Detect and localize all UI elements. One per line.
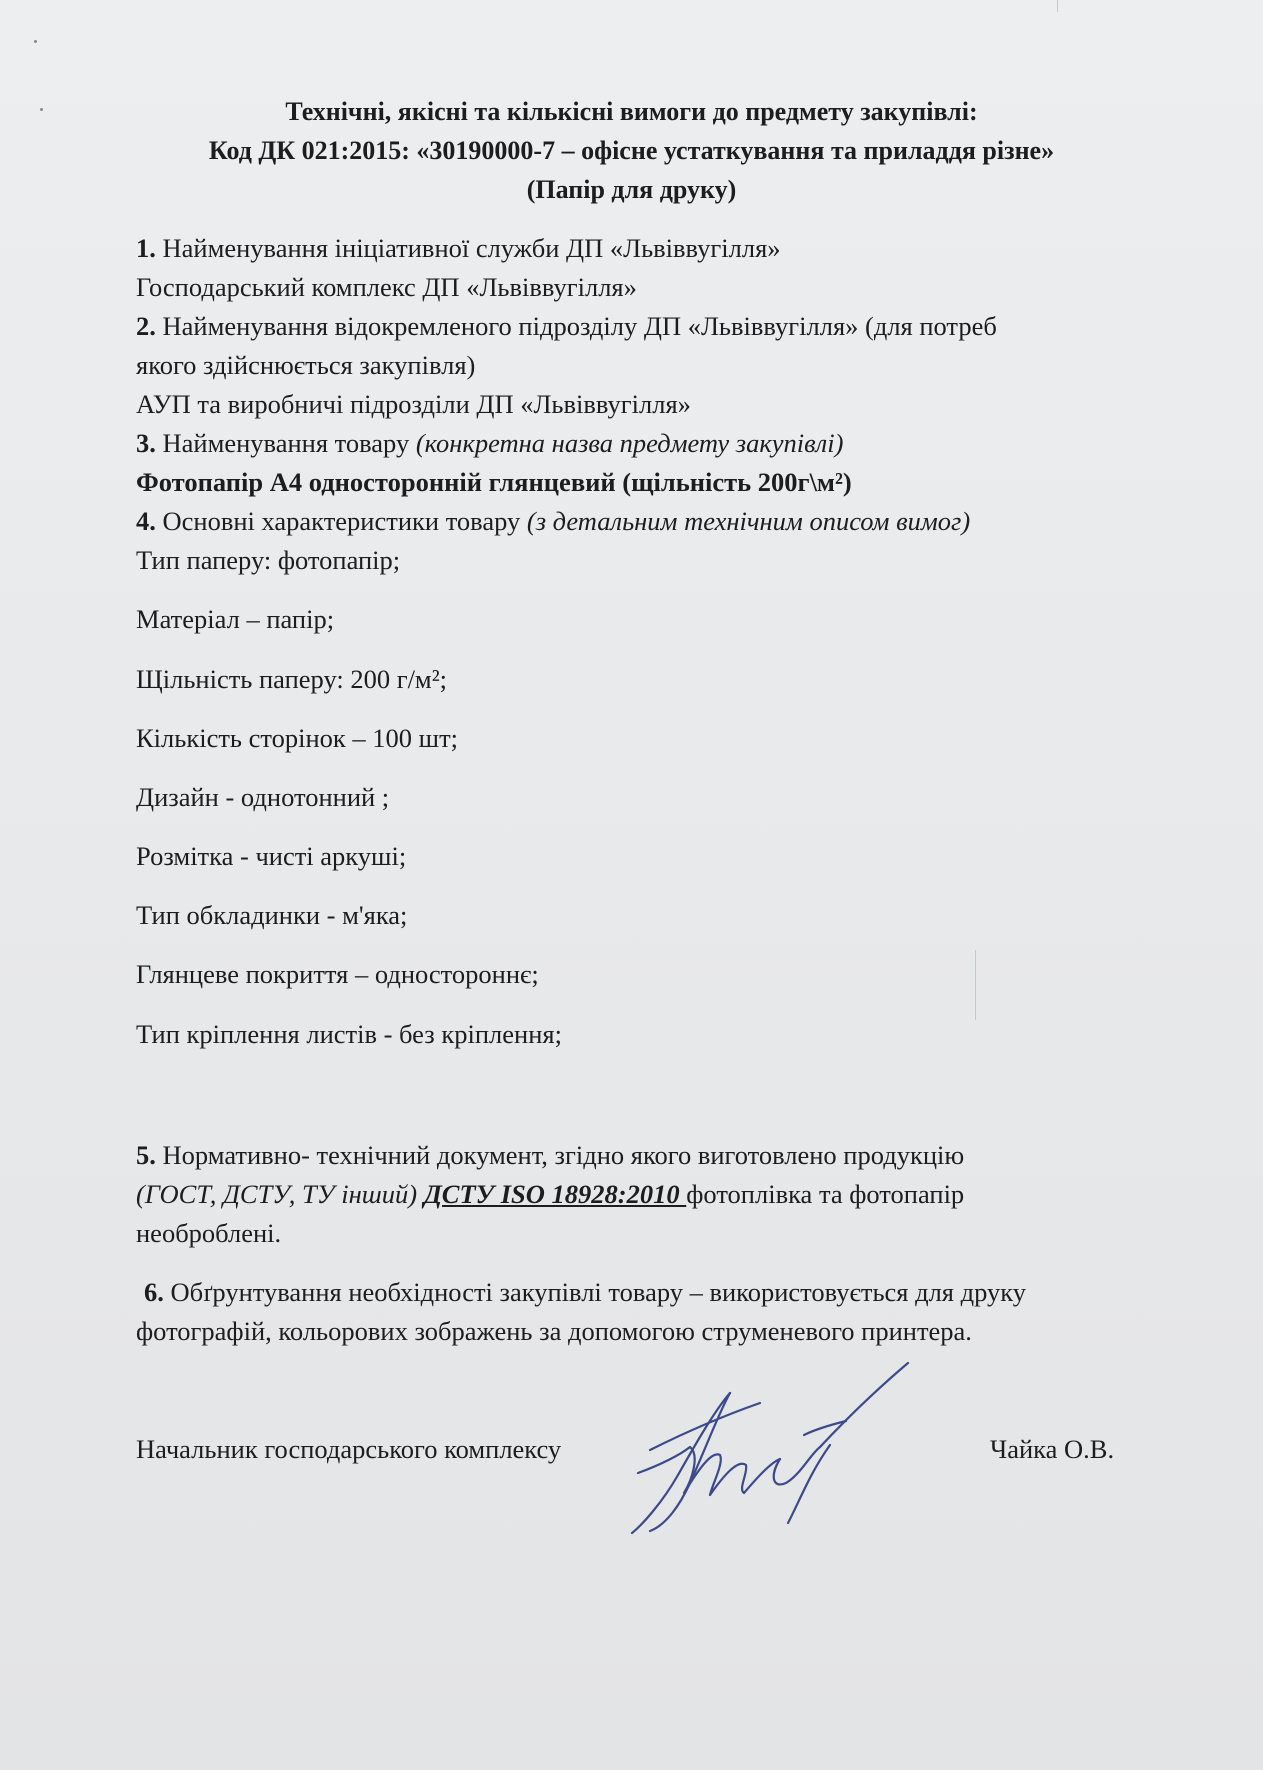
section-number: 2. xyxy=(136,311,156,341)
signatory-name: Чайка О.В. xyxy=(990,1434,1115,1464)
section-hint: (з детальним технічним описом вимог) xyxy=(526,506,971,536)
section-number: 4. xyxy=(136,506,156,536)
document-title-line2: Код ДК 021:2015: «30190000-7 – офісне устаткування та приладдя різне» xyxy=(208,136,1055,165)
section-number: 5. xyxy=(136,1140,156,1170)
spec-item: Щільність паперу: 200 г/м²; xyxy=(136,664,448,694)
scan-mark xyxy=(1057,0,1058,12)
section-label: Основні характеристики товару xyxy=(155,506,527,536)
section-number: 3. xyxy=(136,428,156,458)
spec-item: Тип паперу: фотопапір; xyxy=(136,545,401,575)
section-5-cont: необроблені. xyxy=(136,1218,282,1248)
section-3-heading xyxy=(136,424,843,462)
section-number: 6. xyxy=(144,1277,164,1307)
spec-item: Кількість сторінок – 100 шт; xyxy=(136,723,459,753)
section-2-heading-cont: якого здійснюється закупівля) xyxy=(136,350,476,380)
section-label: Найменування ініціативної служби ДП «Львіввугілля» xyxy=(155,233,781,263)
section-1-value: Господарський комплекс ДП «Львіввугілля» xyxy=(136,272,637,302)
section-6-cont: фотографій, кольорових зображень за допомогою струменевого принтера. xyxy=(136,1316,972,1346)
spec-item: Розмітка - чисті аркуші; xyxy=(136,841,407,871)
product-name: Фотопапір А4 односторонній глянцевий (щільність 200г\м²) xyxy=(136,467,852,497)
signatory-position: Начальник господарського комплексу xyxy=(136,1434,562,1464)
standard-description: фотоплівка та фотопапір xyxy=(686,1179,965,1209)
section-5-standard-line xyxy=(136,1175,964,1213)
spec-item: Дизайн - однотонний ; xyxy=(136,782,390,812)
section-label: Нормативно- технічний документ, згідно якого виготовлено продукцію xyxy=(155,1140,965,1170)
section-hint: (конкретна назва предмету закупівлі) xyxy=(415,428,844,458)
section-4-heading xyxy=(136,502,970,540)
section-2-heading xyxy=(136,307,997,345)
section-6-heading xyxy=(144,1273,1026,1311)
spec-item: Матеріал – папір; xyxy=(136,604,335,634)
section-label: Обґрунтування необхідності закупівлі товару – використовується для друку xyxy=(163,1277,1027,1307)
section-hint: (ГОСТ, ДСТУ, ТУ інший) xyxy=(136,1179,424,1209)
section-1-heading xyxy=(136,229,781,267)
document-title-line3: (Папір для друку) xyxy=(526,175,737,204)
spec-item: Тип кріплення листів - без кріплення; xyxy=(136,1019,562,1049)
section-number: 1. xyxy=(136,233,156,263)
spec-item: Глянцеве покриття – одностороннє; xyxy=(136,959,539,989)
section-5-heading xyxy=(136,1136,964,1174)
scan-speck xyxy=(34,40,37,43)
standard-code: ДСТУ ISO 18928:2010 xyxy=(423,1179,687,1209)
scan-mark xyxy=(975,950,976,1020)
section-label: Найменування відокремленого підрозділу ДП «Львіввугілля» (для потреб xyxy=(155,311,997,341)
signature-image xyxy=(620,1355,980,1535)
document-title-line1: Технічні, якісні та кількісні вимоги до предмету закупівлі: xyxy=(285,97,978,126)
spec-item: Тип обкладинки - м'яка; xyxy=(136,900,408,930)
section-2-value: АУП та виробничі підрозділи ДП «Львіввугілля» xyxy=(136,389,691,419)
section-label: Найменування товару xyxy=(155,428,416,458)
